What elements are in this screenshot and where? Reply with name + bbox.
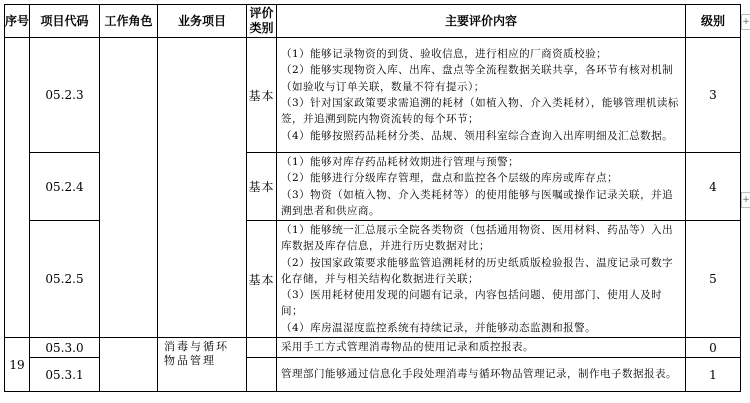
level-cell: 1: [686, 358, 741, 392]
content-line: 管理部门能够通过信息化手段处理消毒与循环物品管理记录，制作电子数据报表。: [281, 368, 677, 381]
header-row: [5, 5, 741, 38]
content-line: （4）库房温湿度监控系统有持续记录，并能够动态监测和报警。: [281, 321, 597, 334]
evaluation-table: [4, 4, 741, 392]
content-cell: [277, 38, 686, 153]
code-cell: 05.2.4: [30, 153, 100, 221]
business-cell-empty: [158, 38, 247, 338]
content-line: （2）能够进行分级库存管理，盘点和监控各个层级的库房或库存点；: [281, 172, 619, 185]
level-cell: 5: [686, 221, 741, 338]
category-cell: 基本: [247, 221, 277, 338]
content-line: （4）能够按照药品耗材分类、品规、领用科室综合查询入出库明细及汇总数据。: [281, 129, 674, 142]
add-column-button[interactable]: +: [741, 14, 750, 30]
table-row: [5, 338, 741, 358]
level-cell: 4: [686, 153, 741, 221]
header-code: 项目代码: [30, 5, 100, 38]
header-content: 主要评价内容: [277, 5, 686, 38]
header-level: 级别: [686, 5, 741, 38]
content-line: （1）能够记录物资的到货、验收信息，进行相应的厂商资质校验；: [281, 48, 608, 61]
code-cell: 05.3.0: [30, 338, 100, 358]
seq-cell: 19: [5, 338, 30, 392]
content-cell: [277, 338, 686, 358]
code-cell: 05.3.1: [30, 358, 100, 392]
content-line: （3）物资（如植入物、介入类耗材等）的使用能够与医嘱或操作记录关联，并追溯到患者和供应商。: [281, 188, 674, 217]
category-cell: [247, 338, 277, 358]
header-role: 工作角色: [100, 5, 158, 38]
content-line: （2）能够实现物资入库、出库、盘点等全流程数据关联共享，各环节有核对机制（如验收与订单关联，数量不符有提示）；: [281, 64, 674, 93]
header-business: 业务项目: [158, 5, 247, 38]
content-cell: [277, 358, 686, 392]
code-cell: 05.2.5: [30, 221, 100, 338]
category-cell: [247, 358, 277, 392]
add-row-button[interactable]: +: [741, 192, 750, 208]
content-line: （3）医用耗材使用发现的问题有记录，内容包括问题、使用部门、使用人及时间；: [281, 289, 663, 318]
code-cell: 05.2.3: [30, 38, 100, 153]
content-line: （1）能够对库存药品耗材效期进行管理与预警；: [281, 155, 520, 168]
seq-cell-empty: [5, 38, 30, 338]
role-cell-empty: [100, 338, 158, 392]
business-cell: 消毒与循环物品管理: [158, 338, 247, 392]
content-cell: [277, 153, 686, 221]
role-cell-empty: [100, 38, 158, 338]
content-cell: [277, 221, 686, 338]
level-cell: 3: [686, 38, 741, 153]
content-line: （3）针对国家政策要求需追溯的耗材（如植入物、介入类耗材），能够管理机读标签，并追溯到院内物资流转的每个环节；: [281, 97, 679, 126]
level-cell: 0: [686, 338, 741, 358]
content-line: （2）按国家政策要求能够监管追溯耗材的历史纸质版检验报告、温度记录可数字化存储，并与相关结构化数据进行关联；: [281, 256, 674, 285]
category-cell: 基本: [247, 153, 277, 221]
table-row: [5, 38, 741, 153]
category-cell: 基本: [247, 38, 277, 153]
header-seq: 序号: [5, 5, 30, 38]
header-category: 评价类别: [247, 5, 277, 38]
content-line: 采用手工方式管理消毒物品的使用记录和质控报表。: [281, 341, 534, 354]
content-line: （1）能够统一汇总展示全院各类物资（包括通用物资、医用材料、药品等）入出库数据及库存信息，并进行历史数据对比；: [281, 223, 674, 253]
